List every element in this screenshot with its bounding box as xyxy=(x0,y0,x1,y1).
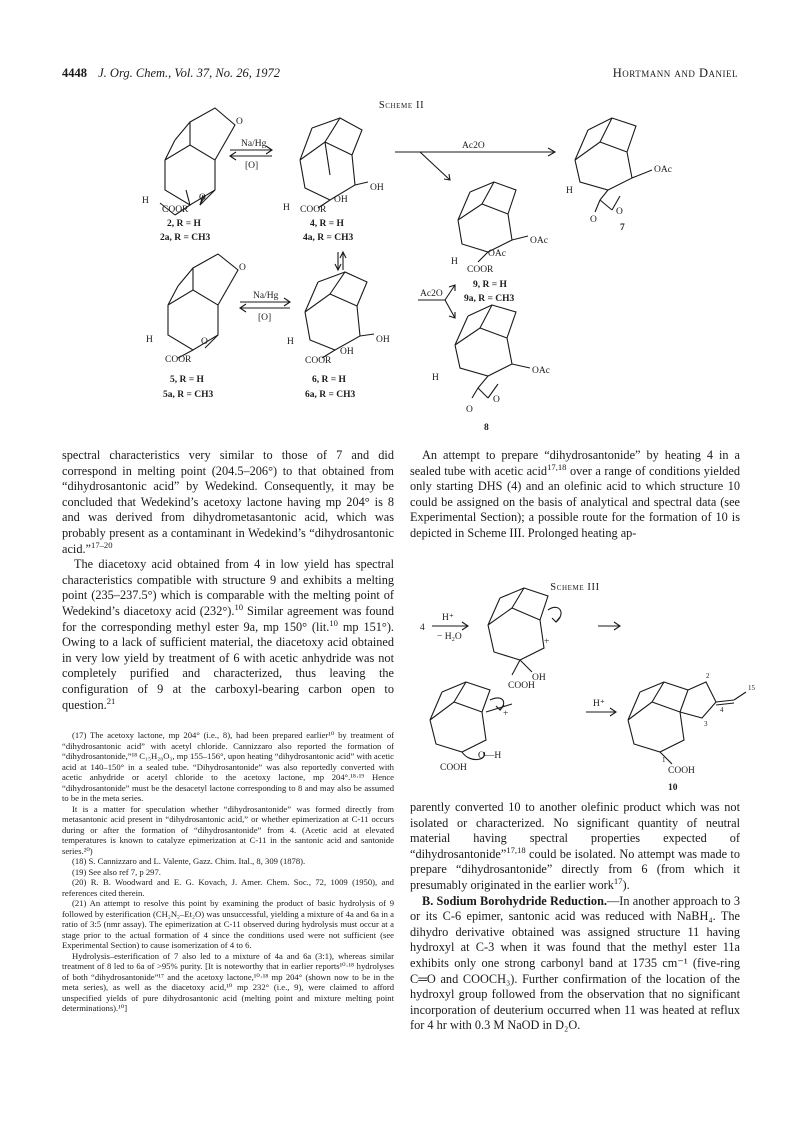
c9-oac2: OAc xyxy=(488,249,506,259)
scheme-iii-title: Scheme III xyxy=(550,582,600,593)
footnote-21b: Hydrolysis–esterification of 7 also led to a mixture of 4a and 6a (3:1), whereas similar treatment of 8 led to 6a of >95% purity. [It is noteworthy that in earlier reports¹⁰·¹⁸ hydrolyses of both “dihydrosantonide”¹⁷ and the acetoxy lactone,¹⁰·¹⁸ mp 204° (shown now to be in the meta series), as well as the diacetoxy acid,¹⁰ mp 232° (i.e., 9), were claimed to afford unspecified yields of pure dihydrosantonic acid (melting point and mixture melting point determinations).¹⁰] xyxy=(62,950,394,1013)
right-para-1-ref: 17,18 xyxy=(547,461,567,472)
c8-label: 8 xyxy=(484,423,489,433)
c9-oac1: OAc xyxy=(530,236,548,246)
s3-plus-2: + xyxy=(503,709,509,719)
c7-oac: OAc xyxy=(654,165,672,175)
right-para-1b: over a range of conditions yielded only starting DHS (4) and an olefinic acid to which structure 10 could be assigned on the basis of analytical and spectral data (see Experimental Section); a possible route for the formation of 10 is depicted in Scheme III. Prolonged heating ap- xyxy=(410,463,740,540)
scheme-ii-title: Scheme II xyxy=(378,100,425,111)
c7-ring-o: O xyxy=(616,207,623,217)
c8-carbonyl-o: O xyxy=(466,405,473,415)
s3-o-h: O—H xyxy=(478,751,502,761)
arrow-o-2: [O] xyxy=(258,313,272,323)
c8-h: H xyxy=(432,373,439,383)
c7-label: 7 xyxy=(620,223,625,233)
arrow-na-hg-2: Na/Hg xyxy=(253,291,279,301)
right-para-1: An attempt to prepare “dihydrosantonide” by heating 4 in a sealed tube with acetic acid xyxy=(410,448,740,478)
right-para-3: —In another approach to 3 or its C-6 epimer, santonic acid was reduced with NaBH₄. The dihydro derivative obtained was assigned structure 11 having hydroxyl at C-3 when it was found that the methyl ester 11a exhibits only one strong carbonyl band at 1735 cm⁻¹ (five-ring C═O and COOCH₃). Further confirmation of the location of the hydroxyl group followed from the observation that no significant incorporation of deuterium occurred when 11 was heated at reflux for 4 hr with 0.3 M NaOD in D₂O. xyxy=(410,893,740,1033)
s3-start: 4 xyxy=(420,623,425,633)
s3-num-3: 3 xyxy=(704,720,708,728)
journal-citation: J. Org. Chem., Vol. 37, No. 26, 1972 xyxy=(98,66,280,80)
c4-label-2: 4a, R = CH3 xyxy=(303,233,354,243)
s3-cooh-1: COOH xyxy=(508,681,535,691)
left-para-2: The diacetoxy acid obtained from 4 in low yield has spectral characteristics compatible with structure 9 and exhibits a melting point (235–237.5°) which is comparable with the melting point of Wedekind’s diacetoxy acid (232°). xyxy=(62,557,394,618)
c2-coor: COOR xyxy=(162,205,189,215)
left-para-2-ref-2: 10 xyxy=(329,617,338,628)
c4-oh1: OH xyxy=(370,183,384,193)
s3-h-plus: H⁺ xyxy=(442,613,454,623)
right-para-2-ref-2: 17 xyxy=(613,875,623,886)
arrow-na-hg-1: Na/Hg xyxy=(241,139,267,149)
c2-h: H xyxy=(142,196,149,206)
c6-oh1: OH xyxy=(376,335,390,345)
right-para-2b: could be isolated. No attempt was made to prepare “dihydrosantonide” directly from 6 (from which it presumably originated in the earlier work xyxy=(410,846,740,892)
left-para-2b: Similar agreement was found for the corresponding methyl ester 9a, mp 150° (lit. xyxy=(62,603,394,634)
section-b-heading: B. Sodium Borohydride Reduction. xyxy=(422,893,607,908)
right-column-text-bottom xyxy=(410,800,740,1034)
footnote-18: (18) S. Cannizzaro and L. Valente, Gazz. Chim. Ital., 8, 309 (1878). xyxy=(72,856,306,866)
c8-oac: OAc xyxy=(532,366,550,376)
left-para-2c: mp 151°). Owing to a lack of sufficient material, the diacetoxy acid obtained in very low yield by treatment of 6 with acetic anhydride was not completely purified and characterized, thus leaving the configuration of 9 at the carboxyl-bearing carbon open to question. xyxy=(62,619,394,712)
c5-ketone-o: O xyxy=(239,263,246,273)
s3-num-2: 2 xyxy=(706,672,710,680)
left-para-1: spectral characteristics very similar to those of 7 and did correspond in melting point (204.5–206°) to that obtained from “dihydrosantonic acid” by Wedekind. Consequently, it may be concluded that Wedekind’s acetoxy lactone having mp 204° is 8 and was derived from dihydrometasantonic acid, which was probably present as a contaminant in Wedekind’s “dihydrosantonic acid.” xyxy=(62,448,394,556)
c6-label-1: 6, R = H xyxy=(312,375,346,385)
s3-plus: + xyxy=(544,637,550,647)
c9-label-2: 9a, R = CH3 xyxy=(464,294,515,304)
left-para-2-ref-3: 21 xyxy=(106,695,116,706)
right-para-2c: ). xyxy=(622,877,630,892)
arrow-ac2o-2: Ac2O xyxy=(420,289,443,299)
c2-label-1: 2, R = H xyxy=(167,219,201,229)
s3-oh: OH xyxy=(532,673,546,683)
footnote-19: (19) See also ref 7, p 297. xyxy=(72,866,161,877)
c5-h: H xyxy=(146,335,153,345)
arrow-o-1: [O] xyxy=(245,161,259,171)
footnote-17: (17) The acetoxy lactone, mp 204° (i.e., 8), had been prepared earlier¹⁰ by treatment of “dihydrosantonic acid” with acetyl chloride. Cannizzaro also reported the formation of “dihydrosantonide,”¹⁸ C₁₅H₂₀O₃, mp 155–156°, upon heating “dihydrosantonic acid” with acetic acid at 140–150° in a sealed tube. “Dihydrosantonide” was also reportedly converted with acetic anhydride or acetyl chloride to the acetoxy lactone, mp 204°.¹⁸·¹⁹ Hence “dihydrosantonide” must be the desacetyl lactone corresponding to 8 and may also be assumed to be in the meta series. xyxy=(62,730,394,803)
left-para-2-ref-1: 10 xyxy=(234,601,244,612)
c4-coor: COOR xyxy=(300,205,327,215)
s3-cooh-2: COOH xyxy=(440,763,467,773)
page-number: 4448 xyxy=(62,66,87,80)
c2-label-2: 2a, R = CH3 xyxy=(160,233,211,243)
c5-label-1: 5, R = H xyxy=(170,375,204,385)
left-para-1-ref: 17–20 xyxy=(91,539,113,550)
c6-label-2: 6a, R = CH3 xyxy=(305,390,356,400)
s3-num-4: 4 xyxy=(720,706,724,714)
c4-label-1: 4, R = H xyxy=(310,219,344,229)
c7-carbonyl-o: O xyxy=(590,215,597,225)
right-para-2-ref-1: 17,18 xyxy=(506,844,526,855)
footnote-17b: It is a matter for speculation whether “dihydrosantonide” was formed directly from metasantonic acid present in “dihydrosantonic acid,” or whether epimerization at C-11 occurs during or after the formation of “dihydrosantonide” from 4. (Acetic acid at elevated temperatures is known to catalyze epimerization at C-11 in the santonic acid and santonide series.²⁰) xyxy=(62,803,394,856)
right-para-2: parently converted 10 to another olefinic product which was not isolated or characterized. No significant quantity of neutral material having spectral properties expected of “dihydrosantonide” xyxy=(410,800,740,861)
c8-ring-o: O xyxy=(493,395,500,405)
footnote-21: (21) An attempt to resolve this point by examining the product of basic hydrolysis of 9 followed by esterification (CH₂N₂–Et₂O) was unsuccessful, yielding a mixture of 4a and 6a in a ratio of 3:5 (nmr assay). The epimerization at C-11 observed during hydrolysis must occur at a stage prior to the actual formation of 4 since the conditions used were not sufficient (see Experimental Section) to cause isomerization of 4 to 6. xyxy=(62,898,394,950)
footnote-20: (20) R. B. Woodward and E. G. Kovach, J. Amer. Chem. Soc., 72, 1009 (1950), and references cited therein. xyxy=(62,877,394,898)
running-authors: Hortmann and Daniel xyxy=(612,66,738,80)
scheme-iii-top-row xyxy=(420,588,620,691)
s3-minus-h2o: − H₂O xyxy=(437,632,462,642)
c9-h: H xyxy=(451,257,458,267)
c6-coor: COOR xyxy=(305,356,332,366)
arrow-ac2o-1: Ac2O xyxy=(462,141,485,151)
s3-num-1: 1 xyxy=(662,756,666,764)
s3-cooh-3: COOH xyxy=(668,766,695,776)
c9-coor: COOR xyxy=(467,265,494,275)
c2-ketone-o2: O xyxy=(199,193,206,203)
c6-oh2: OH xyxy=(340,347,354,357)
s3-num-15: 15 xyxy=(748,684,755,692)
c4-h: H xyxy=(283,203,290,213)
scheme-iii-bottom-row xyxy=(430,672,756,793)
c7-h: H xyxy=(566,186,573,196)
s3-h-plus-2: H⁺ xyxy=(593,699,605,709)
c5-coor: COOR xyxy=(165,355,192,365)
c5-label-2: 5a, R = CH3 xyxy=(163,390,214,400)
s3-label-10: 10 xyxy=(668,783,678,793)
c6-h: H xyxy=(287,337,294,347)
c9-label-1: 9, R = H xyxy=(473,280,507,290)
c4-oh2: OH xyxy=(334,195,348,205)
c5-ketone-o2: O xyxy=(201,337,208,347)
c2-ketone-o: O xyxy=(236,117,243,127)
